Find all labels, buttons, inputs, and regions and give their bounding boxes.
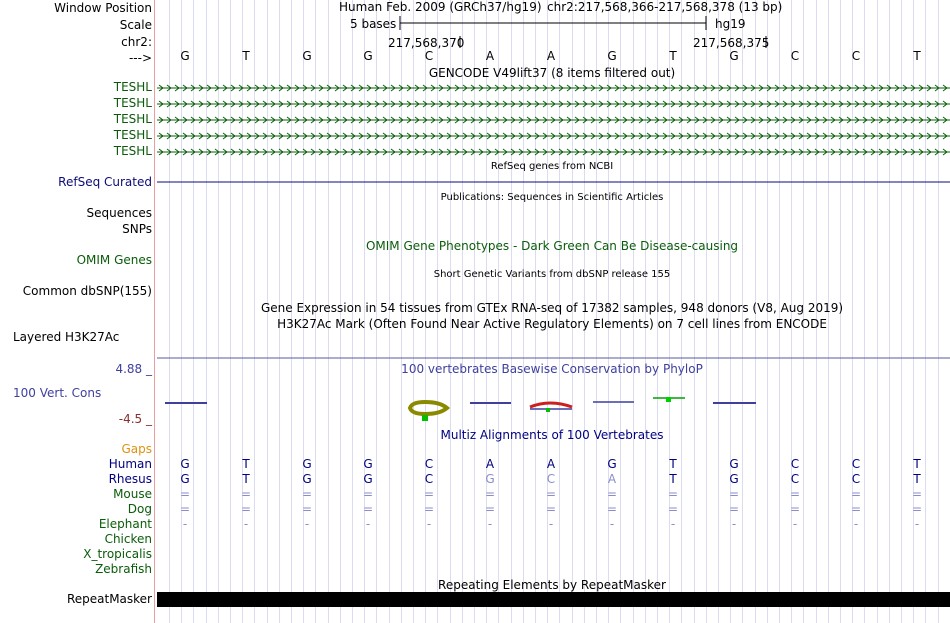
alignment-base: C xyxy=(790,472,800,486)
alignment-base: G xyxy=(302,457,312,471)
alignment-base: - xyxy=(731,517,737,531)
alignment-base: = xyxy=(545,502,557,516)
h3k27ac-track-title: H3K27Ac Mark (Often Found Near Active Regulatory Elements) on 7 cell lines from ENCODE xyxy=(277,317,827,331)
coordinate-right: 217,568,375 xyxy=(693,36,770,50)
refseq-track-label[interactable]: RefSeq Curated xyxy=(58,175,152,189)
alignment-base: T xyxy=(242,472,250,486)
alignment-base: - xyxy=(670,517,676,531)
alignment-base: A xyxy=(607,472,617,486)
alignment-base: = xyxy=(301,502,313,516)
alignment-base: T xyxy=(242,457,250,471)
species-label-elephant[interactable]: Elephant xyxy=(98,517,152,531)
dbsnp-track-label[interactable]: Common dbSNP(155) xyxy=(22,284,152,298)
sequence-base: T xyxy=(242,49,250,63)
gencode-item-label[interactable]: TESHL xyxy=(113,96,152,110)
alignment-base: - xyxy=(792,517,798,531)
species-label-x-tropicalis[interactable]: X_tropicalis xyxy=(83,547,152,561)
phylop-max-value: 4.88 _ xyxy=(115,362,152,376)
coordinate-left: 217,568,370 xyxy=(388,36,465,50)
alignment-base: A xyxy=(546,457,556,471)
alignment-base: = xyxy=(606,502,618,516)
repeatmasker-track-label[interactable]: RepeatMasker xyxy=(66,592,152,606)
alignment-base: G xyxy=(485,472,495,486)
alignment-base: T xyxy=(913,472,921,486)
phylop-signal xyxy=(165,397,756,421)
alignment-base: = xyxy=(850,502,862,516)
species-label-zebrafish[interactable]: Zebrafish xyxy=(95,562,152,576)
omim-track-title: OMIM Gene Phenotypes - Dark Green Can Be Disease-causing xyxy=(365,239,739,253)
alignment-base: = xyxy=(667,502,679,516)
sequence-base: C xyxy=(424,49,434,63)
alignment-base: = xyxy=(850,487,862,501)
alignment-base: = xyxy=(728,502,740,516)
alignment-base: = xyxy=(545,487,557,501)
alignment-base: G xyxy=(729,472,739,486)
gencode-feature-row[interactable] xyxy=(157,82,950,94)
alignment-base: C xyxy=(851,472,861,486)
alignment-base: = xyxy=(423,502,435,516)
gencode-feature-row[interactable] xyxy=(157,130,950,142)
gaps-track-label[interactable]: Gaps xyxy=(121,442,152,456)
alignment-base: - xyxy=(243,517,249,531)
alignment-base: = xyxy=(423,487,435,501)
species-label-dog[interactable]: Dog xyxy=(127,502,152,516)
alignment-base: G xyxy=(729,457,739,471)
alignment-base: = xyxy=(240,502,252,516)
species-label-chicken[interactable]: Chicken xyxy=(104,532,152,546)
refseq-track-title: RefSeq genes from NCBI xyxy=(490,161,614,172)
window-position-text[interactable]: chr2:217,568,366-217,568,378 (13 bp) xyxy=(547,0,783,14)
species-label-rhesus[interactable]: Rhesus xyxy=(108,472,152,486)
sequence-base: A xyxy=(546,49,556,63)
gencode-feature-row[interactable] xyxy=(157,146,950,158)
alignment-base: C xyxy=(851,457,861,471)
h3k27ac-track-label[interactable]: Layered H3K27Ac xyxy=(13,330,120,344)
gencode-item-label[interactable]: TESHL xyxy=(113,80,152,94)
alignment-base: - xyxy=(487,517,493,531)
gencode-feature-row[interactable] xyxy=(157,98,950,110)
alignment-base: T xyxy=(913,457,921,471)
alignment-base: = xyxy=(362,502,374,516)
alignment-base: T xyxy=(669,457,677,471)
alignment-base: - xyxy=(853,517,859,531)
sequence-base: A xyxy=(485,49,495,63)
alignment-base: = xyxy=(667,487,679,501)
alignment-base: G xyxy=(180,457,190,471)
alignment-base: - xyxy=(365,517,371,531)
alignment-base: = xyxy=(484,487,496,501)
alignment-base: - xyxy=(182,517,188,531)
alignment-base: - xyxy=(304,517,310,531)
sequence-base: G xyxy=(302,49,312,63)
alignment-base: C xyxy=(790,457,800,471)
gtex-track-title: Gene Expression in 54 tissues from GTEx RNA-seq of 17382 samples, 948 donors (V8, Aug 2019) xyxy=(260,301,844,315)
alignment-base: = xyxy=(484,502,496,516)
species-label-mouse[interactable]: Mouse xyxy=(113,487,152,501)
gencode-item-label[interactable]: TESHL xyxy=(113,128,152,142)
alignment-base: - xyxy=(609,517,615,531)
alignment-base: = xyxy=(179,487,191,501)
alignment-base: = xyxy=(240,487,252,501)
gencode-item-label[interactable]: TESHL xyxy=(113,112,152,126)
window-position-label: Window Position xyxy=(54,1,152,15)
alignment-base: = xyxy=(301,487,313,501)
publications-snps-label[interactable]: SNPs xyxy=(122,222,152,236)
strand-arrow-label: ---> xyxy=(128,51,152,65)
scale-label: Scale xyxy=(119,18,152,32)
publications-sequences-label[interactable]: Sequences xyxy=(86,206,152,220)
alignment-base: C xyxy=(424,472,434,486)
sequence-base: G xyxy=(729,49,739,63)
chromosome-label: chr2: xyxy=(121,35,152,49)
alignment-base: G xyxy=(180,472,190,486)
gencode-feature-row[interactable] xyxy=(157,114,950,126)
alignment-base: = xyxy=(362,487,374,501)
alignment-base: G xyxy=(363,472,373,486)
alignment-base: = xyxy=(789,502,801,516)
alignment-base: G xyxy=(607,457,617,471)
gencode-item-label[interactable]: TESHL xyxy=(113,144,152,158)
alignment-base: G xyxy=(363,457,373,471)
scale-bar-text: 5 bases xyxy=(350,17,397,31)
multiz-track-title: Multiz Alignments of 100 Vertebrates xyxy=(440,428,664,442)
alignment-base: - xyxy=(914,517,920,531)
phylop-track-label[interactable]: 100 Vert. Cons xyxy=(13,386,102,400)
alignment-base: - xyxy=(426,517,432,531)
dbsnp-track-title: Short Genetic Variants from dbSNP release 155 xyxy=(433,269,671,280)
sequence-base: G xyxy=(607,49,617,63)
sequence-base: T xyxy=(913,49,921,63)
species-label-human[interactable]: Human xyxy=(108,457,152,471)
publications-track-title: Publications: Sequences in Scientific Articles xyxy=(440,192,664,203)
sequence-base: G xyxy=(363,49,373,63)
gencode-track-title: GENCODE V49lift37 (8 items filtered out) xyxy=(428,66,676,80)
sequence-base: C xyxy=(851,49,861,63)
omim-track-label[interactable]: OMIM Genes xyxy=(76,253,152,267)
alignment-base: - xyxy=(548,517,554,531)
alignment-base: C xyxy=(546,472,556,486)
sequence-base: T xyxy=(669,49,677,63)
sequence-base: C xyxy=(790,49,800,63)
alignment-base: C xyxy=(424,457,434,471)
alignment-base: = xyxy=(728,487,740,501)
sequence-base: G xyxy=(180,49,190,63)
alignment-base: = xyxy=(606,487,618,501)
phylop-min-value: -4.5 _ xyxy=(118,412,152,426)
assembly-title: Human Feb. 2009 (GRCh37/hg19) xyxy=(339,0,542,14)
scale-db-text: hg19 xyxy=(715,17,746,31)
alignment-base: = xyxy=(911,487,923,501)
alignment-base: G xyxy=(302,472,312,486)
alignment-base: T xyxy=(669,472,677,486)
alignment-base: = xyxy=(179,502,191,516)
repeatmasker-track-title: Repeating Elements by RepeatMasker xyxy=(438,578,666,592)
alignment-base: = xyxy=(911,502,923,516)
alignment-base: A xyxy=(485,457,495,471)
phylop-track-title: 100 vertebrates Basewise Conservation by PhyloP xyxy=(401,362,703,376)
alignment-base: = xyxy=(789,487,801,501)
